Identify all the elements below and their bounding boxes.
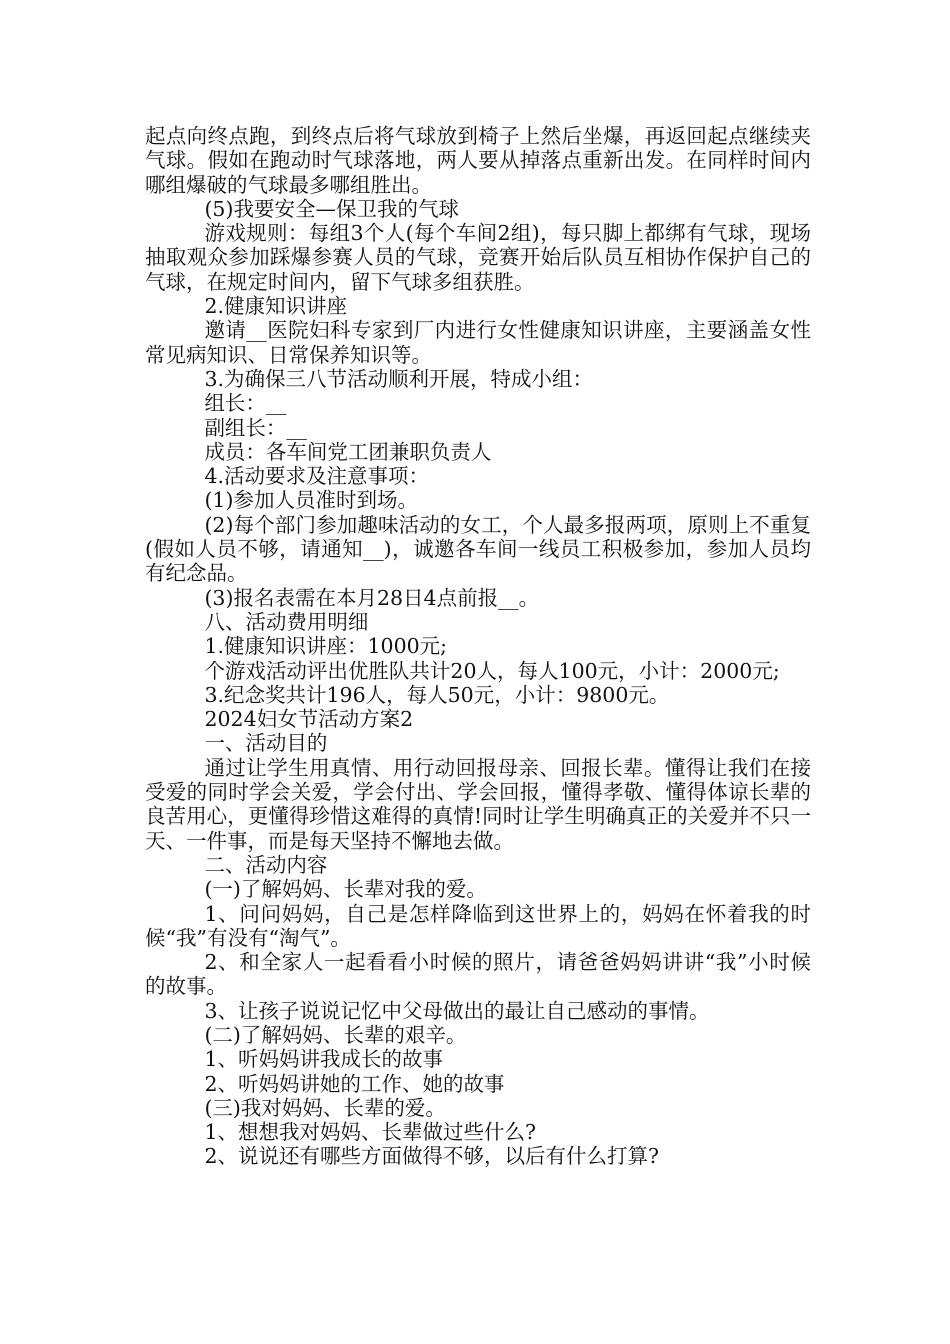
paragraph: (一)了解妈妈、长辈对我的爱。 (204, 877, 487, 902)
paragraph: 3.为确保三八节活动顺利开展，特成小组： (204, 366, 593, 391)
paragraph: (二)了解妈妈、长辈的艰辛。 (204, 1022, 467, 1047)
document-title: 2024妇女节活动方案2 (204, 707, 414, 732)
paragraph: 副组长：__ (204, 415, 307, 440)
paragraph: 2、听妈妈讲她的工作、她的故事 (204, 1071, 505, 1096)
paragraph: 2、说说还有哪些方面做得不够，以后有什么打算? (204, 1144, 659, 1169)
paragraph: (1)参加人员准时到场。 (204, 488, 418, 513)
paragraph: 3、让孩子说说记忆中父母做出的最让自己感动的事情。 (204, 998, 710, 1023)
paragraph: (2)每个部门参加趣味活动的女工，个人最多报两项，原则上不重复(假如人员不够，请通知__)，诚邀各车间一线员工积极参加，参加人员均有纪念品。 (145, 512, 811, 586)
paragraph: 4.活动要求及注意事项： (204, 464, 429, 489)
paragraph: 1.健康知识讲座：1000元; (204, 634, 448, 659)
section-heading: 一、活动目的 (204, 731, 328, 756)
paragraph: 通过让学生用真情、用行动回报母亲、回报长辈。懂得让我们在接受爱的同时学会关爱，学会付出、学会回报，懂得孝敬、懂得体谅长辈的良苦用心，更懂得珍惜这难得的真情!同时让学生明确真正的关爱并不只一天、一件事，而是每天坚持不懈地去做。 (145, 755, 811, 853)
paragraph: 1、想想我对妈妈、长辈做过些什么? (204, 1120, 536, 1145)
paragraph: 起点向终点跑，到终点后将气球放到椅子上然后坐爆，再返回起点继续夹气球。假如在跑动时气球落地，两人要从掉落点重新出发。在同样时间内哪组爆破的气球最多哪组胜出。 (145, 124, 811, 197)
paragraph: (5)我要安全—保卫我的气球 (204, 196, 459, 221)
paragraph: 游戏规则：每组3个人(每个车间2组)，每只脚上都绑有气球，现场抽取观众参加踩爆参赛人员的气球，竞赛开始后队员互相协作保护自己的气球，在规定时间内，留下气球多组获胜。 (145, 221, 811, 294)
paragraph: 3.纪念奖共计196人，每人50元，小计：9800元。 (204, 682, 670, 707)
section-heading: 八、活动费用明细 (204, 609, 369, 634)
document-body (145, 124, 811, 1169)
paragraph: 2.健康知识讲座 (204, 294, 347, 319)
paragraph: 2、和全家人一起看看小时候的照片，请爸爸妈妈讲讲“我”小时候的故事。 (145, 950, 811, 999)
paragraph: (三)我对妈妈、长辈的爱。 (204, 1095, 446, 1120)
paragraph: 1、听妈妈讲我成长的故事 (204, 1047, 443, 1072)
section-heading: 二、活动内容 (204, 852, 328, 877)
paragraph: 邀请__医院妇科专家到厂内进行女性健康知识讲座，主要涵盖女性常见病知识、日常保养知识等。 (145, 318, 811, 367)
paragraph: 个游戏活动评出优胜队共计20人，每人100元，小计：2000元; (204, 658, 780, 683)
paragraph: 成员：各车间党工团兼职负责人 (204, 439, 492, 464)
paragraph: 组长：__ (204, 391, 287, 416)
paragraph: (3)报名表需在本月28日4点前报__。 (204, 585, 540, 610)
paragraph: 1、问问妈妈，自己是怎样降临到这世界上的，妈妈在怀着我的时候“我”有没有“淘气”。 (145, 901, 811, 950)
